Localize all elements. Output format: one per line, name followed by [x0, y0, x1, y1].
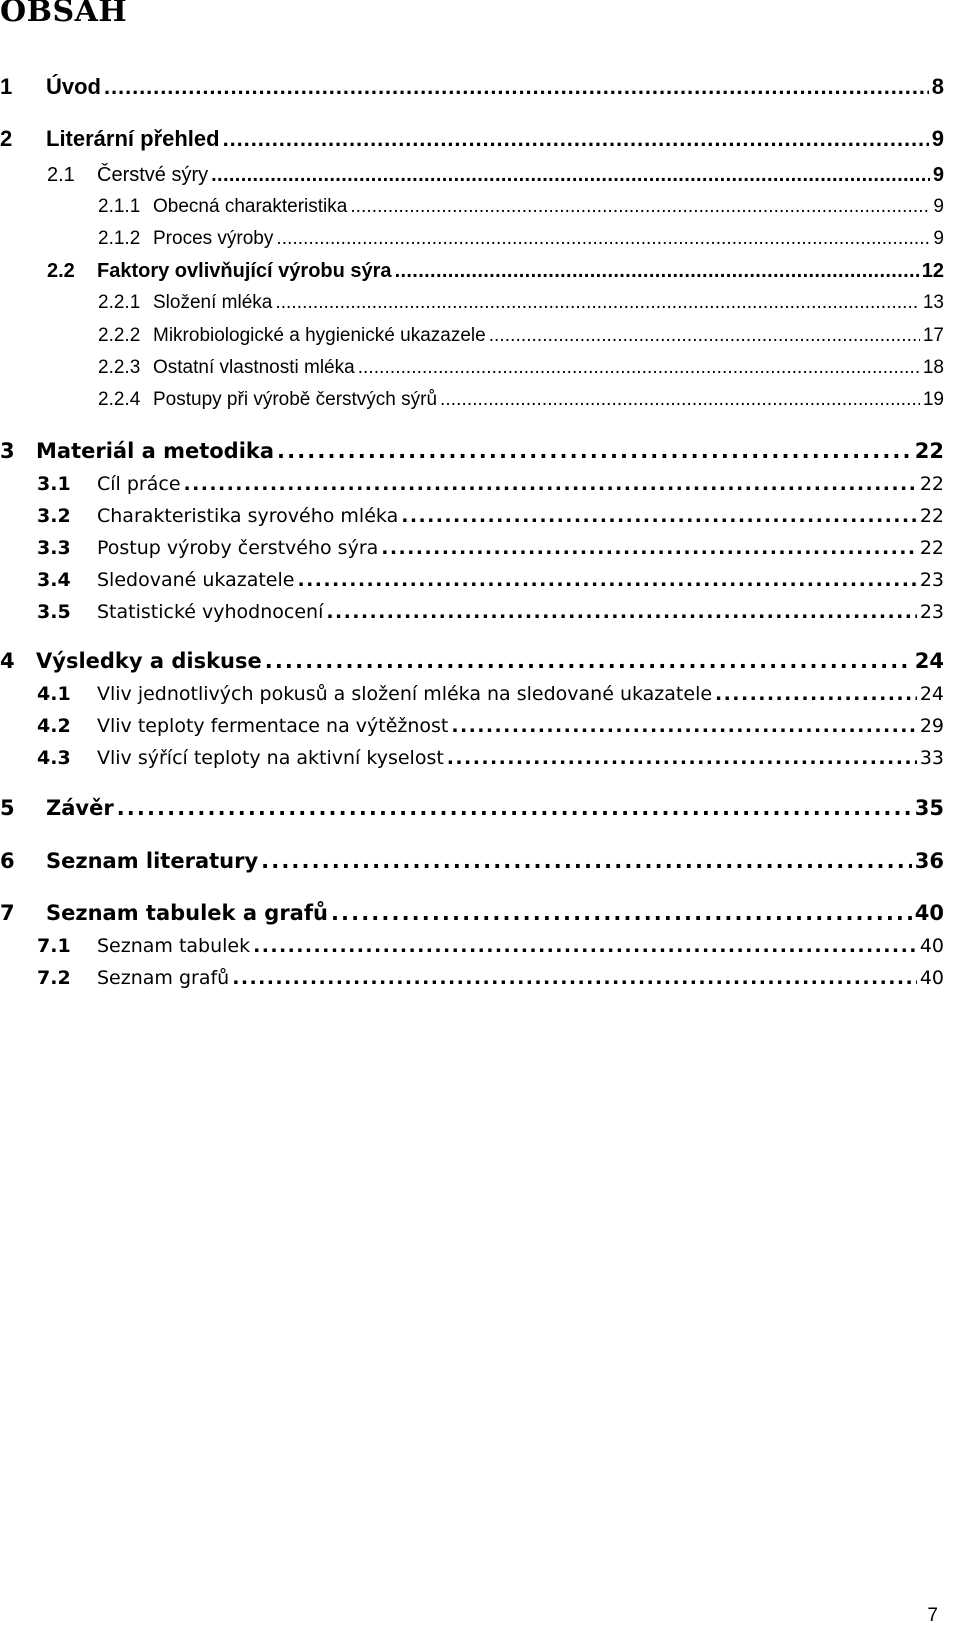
dot-leader [331, 892, 912, 924]
toc-page: 9 [933, 196, 944, 217]
toc-page: 40 [919, 967, 944, 989]
toc-page: 18 [922, 357, 944, 378]
toc-page: 24 [914, 649, 944, 673]
toc-title: Faktory ovlivňující výrobu sýra [97, 260, 392, 282]
toc-entry-4[interactable] [0, 640, 944, 672]
toc-title: Vliv jednotlivých pokusů a složení mléka na sledované ukazatele [97, 683, 713, 705]
toc-page: 9 [933, 228, 944, 249]
toc-number: 3.3 [37, 537, 71, 559]
toc-page: 22 [919, 473, 944, 495]
toc-title: Závěr [46, 796, 114, 820]
toc-page: 22 [919, 537, 944, 559]
toc-page: 40 [914, 901, 944, 925]
toc-number: 2.2 [47, 260, 75, 282]
toc-number: 2.1.1 [98, 196, 141, 217]
toc-entry-2-2-1[interactable] [0, 280, 944, 312]
dot-leader [265, 640, 912, 672]
toc-page: 35 [914, 796, 944, 820]
toc-title: Proces výroby [153, 228, 274, 249]
toc-number: 4.3 [37, 747, 71, 769]
toc-entry-2-1[interactable] [0, 153, 944, 185]
toc-title: Charakteristika syrového mléka [97, 505, 399, 527]
dot-leader [440, 377, 920, 409]
toc-title: Postup výroby čerstvého sýra [97, 537, 379, 559]
toc-entry-3-5[interactable] [0, 590, 944, 622]
toc-number: 2.2.1 [98, 292, 141, 313]
toc-entry-1[interactable] [0, 66, 944, 98]
dot-leader [401, 494, 917, 526]
toc-number: 3.4 [37, 569, 71, 591]
toc-title: Literární přehled [46, 126, 220, 151]
toc-title: Složení mléka [153, 292, 273, 313]
toc-entry-4-2[interactable] [0, 704, 944, 736]
toc-entry-3-2[interactable] [0, 494, 944, 526]
toc-number: 7 [0, 901, 15, 925]
toc-page: 19 [922, 389, 944, 410]
dot-leader [350, 184, 930, 216]
toc-page: 9 [931, 126, 944, 151]
toc-number: 7.2 [37, 967, 71, 989]
dot-leader [276, 216, 930, 248]
toc-number: 4 [0, 649, 15, 673]
toc-entry-7[interactable] [0, 892, 944, 924]
toc-title: Seznam tabulek [97, 935, 251, 957]
toc-entry-4-1[interactable] [0, 672, 944, 704]
toc-title: Statistické vyhodnocení [97, 601, 324, 623]
toc-number: 2 [0, 126, 13, 151]
toc-title: Seznam literatury [46, 849, 259, 873]
dot-leader [253, 924, 917, 956]
toc-entry-7-1[interactable] [0, 924, 944, 956]
toc-page: 12 [921, 260, 944, 282]
dot-leader [451, 704, 916, 736]
toc-title: Postupy při výrobě čerstvých sýrů [153, 389, 438, 410]
toc-title: Seznam grafů [97, 967, 230, 989]
dot-leader [358, 345, 920, 377]
toc-entry-2-2-4[interactable] [0, 377, 944, 409]
toc-number: 2.2.3 [98, 357, 141, 378]
toc-title: Materiál a metodika [36, 439, 275, 463]
page-number: 7 [927, 1605, 938, 1626]
toc-page: 22 [919, 505, 944, 527]
toc-entry-3-3[interactable] [0, 526, 944, 558]
toc-number: 4.2 [37, 715, 71, 737]
toc-title: Vliv teploty fermentace na výtěžnost [97, 715, 449, 737]
toc-number: 2.1.2 [98, 228, 141, 249]
toc-title: Seznam tabulek a grafů [46, 901, 328, 925]
toc-page: 33 [919, 747, 944, 769]
toc-page: 40 [919, 935, 944, 957]
toc-entry-3-4[interactable] [0, 558, 944, 590]
toc-entry-7-2[interactable] [0, 956, 944, 988]
dot-leader [447, 736, 917, 768]
toc-page: 9 [932, 164, 944, 186]
toc-title: Mikrobiologické a hygienické ukazazele [153, 325, 486, 346]
toc-page: 23 [919, 569, 944, 591]
toc-title: Výsledky a diskuse [36, 649, 262, 673]
toc-number: 3.5 [37, 601, 71, 623]
toc-page: 23 [919, 601, 944, 623]
dot-leader [223, 118, 929, 150]
toc-number: 5 [0, 796, 15, 820]
toc-entry-2-2-3[interactable] [0, 345, 944, 377]
dot-leader [117, 787, 912, 819]
toc-title: Ostatní vlastnosti mléka [153, 357, 355, 378]
toc-number: 3.1 [37, 473, 71, 495]
toc-page: 22 [914, 439, 944, 463]
page-title: OBSAH [0, 0, 128, 29]
toc-title: Čerstvé sýry [97, 164, 209, 186]
dot-leader [184, 462, 917, 494]
toc-entry-2[interactable] [0, 118, 944, 150]
toc-number: 2.1 [47, 164, 75, 186]
toc-title: Úvod [46, 74, 101, 99]
toc-number: 3 [0, 439, 15, 463]
dot-leader [715, 672, 917, 704]
toc-number: 3.2 [37, 505, 71, 527]
toc-page: 8 [931, 74, 944, 99]
dot-leader [232, 956, 917, 988]
dot-leader [211, 153, 930, 185]
toc-page: 17 [922, 325, 944, 346]
dot-leader [275, 280, 920, 312]
toc-entry-5[interactable] [0, 787, 944, 819]
toc-entry-2-1-1[interactable] [0, 184, 944, 216]
dot-leader [326, 590, 916, 622]
toc-entry-2-2-2[interactable] [0, 313, 944, 345]
toc-title: Vliv sýřící teploty na aktivní kyselost [97, 747, 444, 769]
toc-entry-4-3[interactable] [0, 736, 944, 768]
dot-leader [104, 66, 929, 98]
dot-leader [381, 526, 917, 558]
dot-leader [395, 249, 919, 281]
toc-entry-2-1-2[interactable] [0, 216, 944, 248]
toc-number: 4.1 [37, 683, 71, 705]
toc-number: 7.1 [37, 935, 71, 957]
toc-page: 36 [914, 849, 944, 873]
toc-title: Cíl práce [97, 473, 181, 495]
toc-page: 29 [919, 715, 944, 737]
toc-number: 2.2.4 [98, 389, 141, 410]
toc-page: 24 [919, 683, 944, 705]
toc-entry-2-2[interactable] [0, 249, 944, 281]
toc-entry-6[interactable] [0, 840, 944, 872]
dot-leader [261, 840, 912, 872]
dot-leader [277, 430, 912, 462]
toc-entry-3-1[interactable] [0, 462, 944, 494]
toc-number: 1 [0, 74, 13, 99]
dot-leader [297, 558, 916, 590]
toc-title: Sledované ukazatele [97, 569, 295, 591]
dot-leader [489, 313, 920, 345]
toc-number: 6 [0, 849, 15, 873]
toc-page: 13 [922, 292, 944, 313]
toc-number: 2.2.2 [98, 325, 141, 346]
toc-entry-3[interactable] [0, 430, 944, 462]
toc-title: Obecná charakteristika [153, 196, 348, 217]
